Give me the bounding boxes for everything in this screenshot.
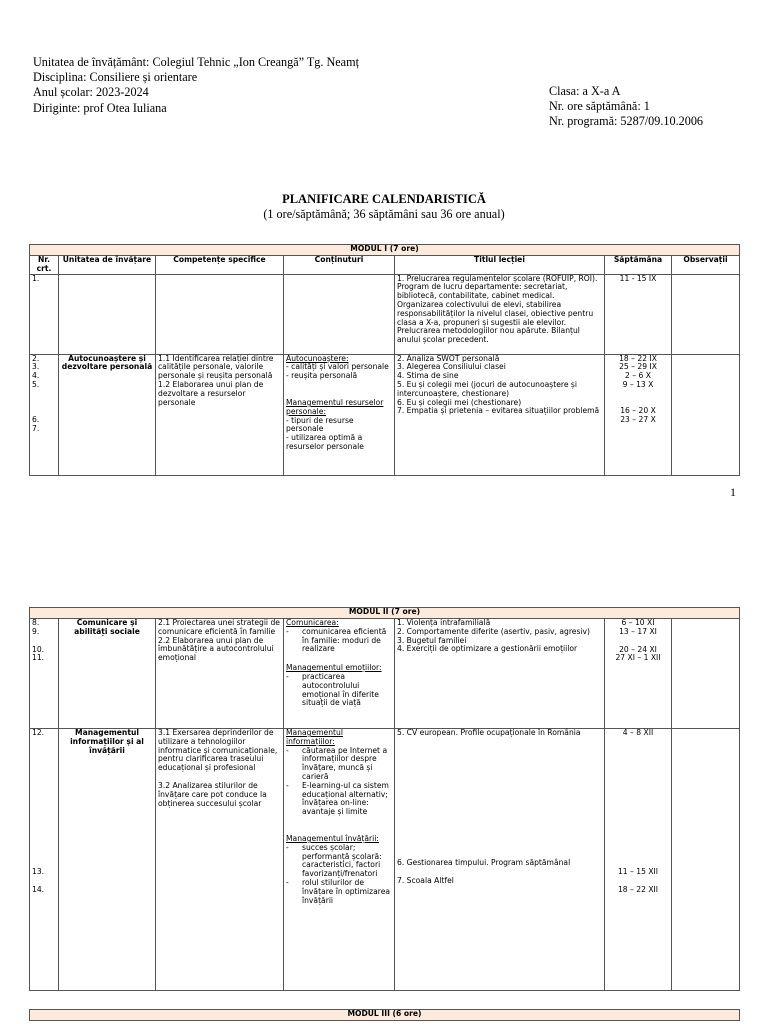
cell-contents: [284, 274, 395, 354]
cell-unit: [59, 274, 156, 354]
content-section-title: Managementul informațiilor:: [286, 728, 343, 746]
content-item: - reușita personală: [286, 371, 358, 381]
content-item: - comunicarea eficientă în familie: moduri de realizare: [286, 628, 392, 654]
content-section-title: Managementul resurselor personale:: [286, 397, 384, 416]
week-item: 9 – 13 X: [622, 379, 654, 389]
lesson-item: 6. Eu și colegii mei (chestionare): [397, 397, 522, 407]
col-header-unit: Unitatea de învățare: [59, 256, 156, 275]
table-row: [30, 274, 740, 354]
content-item: - E-learning-ul ca sistem educațional alternativ; învățarea on-line: avantaje și limite: [286, 782, 392, 817]
nr-item: 12.: [32, 728, 45, 737]
cell-competences: [156, 729, 284, 991]
week-spacer: [607, 738, 669, 868]
competence-item: 1.1 Identificarea relației dintre calitățile personale, valorile personale și reușita personală: [158, 353, 274, 381]
content-section-title: Comunicarea:: [286, 618, 339, 627]
nr-item: 13.: [32, 866, 45, 876]
nr-item: 9.: [32, 626, 40, 636]
cell-observations: [672, 274, 740, 354]
week-item: 11 – 15 XII: [617, 866, 659, 876]
lesson-item: 5. Eu și colegii mei (jocuri de autocunoaștere și intercunoaștere, chestionare): [397, 379, 577, 398]
page-number: 1: [730, 485, 736, 499]
header-class: Clasa: a X-a A: [549, 84, 621, 98]
competence-item: 2.2 Elaborarea unui plan de îmbunătățire a autocontrolului emoțional: [158, 635, 274, 663]
planning-table-module-1: [29, 244, 740, 476]
module-title: MODUL I (7 ore): [30, 245, 740, 256]
cell-unit: Autocunoaștere și dezvoltare personală: [59, 354, 156, 475]
content-list: [286, 844, 392, 906]
nr-item: 10.: [32, 644, 45, 654]
header-teacher: Diriginte: prof Otea Iuliana: [33, 100, 167, 115]
competence-item: 3.1 Exersarea deprinderilor de utilizare a tehnologiilor informatice și comunicaționale, pentru clarificarea traseului educațional și profesional: [158, 728, 278, 773]
content-item: - succes școlar; performanță școlară: caracteristici, factori favorizanți/frenatori: [286, 844, 392, 879]
content-item: - practicarea autocontrolului emoțional în diferite situații de viață: [286, 673, 392, 708]
nr-item: 14.: [32, 884, 45, 894]
lesson-item: 4. Stima de sine: [397, 371, 459, 381]
cell-nr: [30, 619, 59, 729]
planning-table-module-2: [29, 607, 740, 991]
content-list: [286, 628, 392, 654]
competence-item: 3.2 Analizarea stilurilor de învățare care pot conduce la obținerea succesului școlar: [158, 780, 267, 808]
nr-item: 3.: [32, 362, 40, 372]
nr-spacer: [32, 390, 56, 416]
lesson-item: 6. Gestionarea timpului. Program săptămânal: [397, 857, 571, 867]
column-header-row: [30, 256, 740, 275]
lesson-item: 4. Exerciții de optimizare a gestionării emoțiilor: [397, 644, 578, 654]
header-school: Unitatea de învățământ: Colegiul Tehnic „Ion Creangă” Tg. Neamț: [33, 55, 359, 69]
nr-item: 11.: [32, 653, 45, 663]
cell-week: [605, 619, 672, 729]
lesson-item: 2. Comportamente diferite (asertiv, pasiv, agresiv): [397, 626, 590, 636]
week-item: 18 – 22 XII: [617, 884, 659, 894]
col-header-competences: Competențe specifice: [156, 256, 284, 275]
cell-lesson: [395, 619, 605, 729]
cell-nr: [30, 354, 59, 475]
module-header-row: [30, 608, 740, 619]
lesson-item: 3. Alegerea Consiliului clasei: [397, 362, 506, 372]
header-program: Nr. programă: 5287/09.10.2006: [549, 114, 704, 129]
content-item: - căutarea pe Internet a informațiilor despre învățare, muncă și carieră: [286, 747, 392, 782]
module-title: MODUL II (7 ore): [30, 608, 740, 619]
cell-week: [605, 354, 672, 475]
cell-competences: [156, 354, 284, 475]
content-list: [286, 673, 392, 708]
module-title: MODUL III (6 ore): [30, 1010, 740, 1021]
lesson-item: 1. Violența intrafamilială: [397, 618, 491, 627]
nr-item: 2.: [32, 353, 40, 363]
table-row: [30, 729, 740, 991]
nr-item: 7.: [32, 423, 40, 433]
lesson-item: 7. Scoala Altfel: [397, 875, 454, 885]
header-right: [549, 84, 703, 130]
week-item: 25 – 29 IX: [619, 362, 657, 372]
cell-observations: [672, 619, 740, 729]
lesson-item: 2. Analiza SWOT personală: [397, 353, 500, 363]
content-list: [286, 747, 392, 817]
table-row: [30, 354, 740, 475]
cell-competences: [156, 274, 284, 354]
cell-nr: [30, 729, 59, 991]
week-item: 4 – 8 XII: [622, 728, 654, 737]
lesson-item: 7. Empatia și prietenia – evitarea situațiilor problemă: [397, 406, 600, 416]
nr-item: 8.: [32, 618, 40, 627]
document-title: PLANIFICARE CALENDARISTICĂ: [282, 192, 486, 206]
week-item: 20 – 24 XI: [619, 644, 657, 654]
content-item: - calități și valori personale: [286, 362, 389, 372]
content-spacer: [286, 381, 392, 399]
cell-week: 11 - 15 IX: [605, 274, 672, 354]
header-discipline: Disciplina: Consiliere și orientare: [33, 70, 198, 85]
cell-observations: [672, 729, 740, 991]
content-section-title: Managementul emoțiilor:: [286, 663, 382, 673]
cell-unit: Comunicare și abilități sociale: [59, 619, 156, 729]
content-section-title: Managementul învățării:: [286, 833, 379, 843]
nr-item: 4.: [32, 371, 40, 381]
col-header-observations: Observații: [672, 256, 740, 275]
cell-lesson: 1. Prelucrarea regulamentelor școlare (ROFUIP, ROI). Program de lucru departamente: secretariat, bibliotecă, contabilitate, cabinet medical. Organizarea colectivului de elevi, stabilirea responsabilităților la nivelul clasei, obiective pentru clasa a X-a, propuneri și sugestii ale elevilor. Prelucrarea metodologiilor nou apărute. Bilanțul anului școlar precedent.: [395, 274, 605, 354]
content-spacer: [286, 817, 392, 835]
cell-contents: [284, 729, 395, 991]
nr-spacer: [32, 738, 56, 868]
col-header-nr: Nr. crt.: [30, 256, 59, 275]
competence-item: 2.1 Proiectarea unei strategii de comunicare eficientă în familie: [158, 618, 280, 636]
header-school-year: Anul școlar: 2023-2024: [33, 85, 149, 100]
module-header-row: [30, 245, 740, 256]
content-item: - rolul stilurilor de învățare în optimizarea învățării: [286, 879, 392, 905]
week-item: 2 – 6 X: [625, 371, 651, 381]
lesson-item: 5. CV european. Profile ocupaționale în România: [397, 728, 581, 737]
nr-item: 6.: [32, 414, 40, 424]
lesson-spacer: [397, 738, 602, 859]
table-row: [30, 619, 740, 729]
week-item: 23 – 27 X: [620, 414, 656, 424]
cell-observations: [672, 354, 740, 475]
col-header-contents: Conținuturi: [284, 256, 395, 275]
cell-nr: 1.: [30, 274, 59, 354]
header-left: [33, 55, 359, 116]
cell-lesson: [395, 354, 605, 475]
content-item: - utilizarea optimă a resurselor personale: [286, 433, 364, 451]
header-hours: Nr. ore săptămână: 1: [549, 99, 650, 114]
week-item: 18 – 22 IX: [619, 353, 657, 363]
competence-item: 1.2 Elaborarea unui plan de dezvoltare a resurselor personale: [158, 379, 264, 407]
week-item: 27 XI – 1 XII: [615, 653, 661, 663]
nr-item: 5.: [32, 379, 40, 389]
col-header-week: Săptămâna: [605, 256, 672, 275]
cell-week: [605, 729, 672, 991]
document-subtitle: (1 ore/săptămână; 36 săptămâni sau 36 ore anual): [263, 207, 505, 221]
week-item: 16 – 20 X: [620, 405, 656, 415]
week-spacer: [607, 390, 669, 407]
cell-competences: [156, 619, 284, 729]
col-header-lesson: Titlul lecției: [395, 256, 605, 275]
module-header-row: [30, 1010, 740, 1021]
cell-contents: [284, 619, 395, 729]
cell-lesson: [395, 729, 605, 991]
week-item: 13 – 17 XI: [619, 626, 657, 636]
lesson-item: 3. Bugetul familiei: [397, 635, 467, 645]
content-section-title: Autocunoaștere:: [286, 353, 349, 363]
content-item: - tipuri de resurse personale: [286, 415, 354, 434]
week-item: 6 – 10 XI: [621, 618, 655, 627]
cell-contents: [284, 354, 395, 475]
cell-unit: Managementul informațiilor și al învățării: [59, 729, 156, 991]
planning-table-module-3: [29, 1009, 740, 1021]
